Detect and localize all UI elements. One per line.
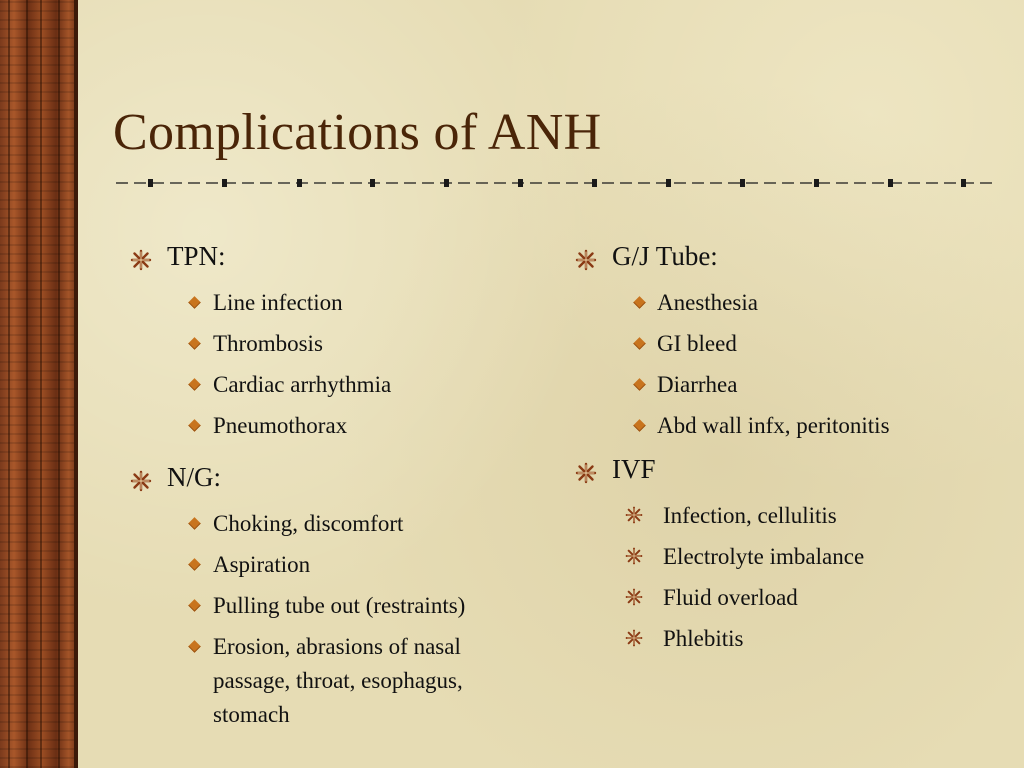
list-item: Anesthesia [657,290,758,315]
asterisk-bullet-icon [130,249,152,271]
list-item-continuation: passage, throat, esophagus, [213,668,463,693]
list-item: Choking, discomfort [213,511,404,536]
title-divider [116,176,996,190]
asterisk-bullet-icon [130,470,152,492]
diamond-bullet-icon [188,517,201,530]
list-item: Abd wall infx, peritonitis [657,413,890,438]
diamond-bullet-icon [188,337,201,350]
asterisk-bullet-icon [575,462,597,484]
list-item: Pulling tube out (restraints) [213,593,466,618]
tpn-heading: TPN: [167,241,226,271]
asterisk-bullet-icon [625,547,643,565]
list-item: Erosion, abrasions of nasal [213,634,461,659]
asterisk-bullet-icon [625,629,643,647]
diamond-bullet-icon [633,337,646,350]
diamond-bullet-icon [188,558,201,571]
asterisk-bullet-icon [625,588,643,606]
diamond-bullet-icon [633,419,646,432]
ng-heading: N/G: [167,462,221,492]
diamond-bullet-icon [188,599,201,612]
ivf-heading: IVF [612,454,656,484]
list-item: Thrombosis [213,331,323,356]
wood-sidebar [0,0,78,768]
list-item: Aspiration [213,552,311,577]
list-item: Electrolyte imbalance [663,544,865,569]
list-item: Pneumothorax [213,413,348,438]
diamond-bullet-icon [188,419,201,432]
list-item-continuation: stomach [213,702,290,727]
asterisk-bullet-icon [625,506,643,524]
list-item: Line infection [213,290,343,315]
slide-title: Complications of ANH [113,104,602,161]
diamond-bullet-icon [633,378,646,391]
list-item: GI bleed [657,331,737,356]
diamond-bullet-icon [633,296,646,309]
list-item: Diarrhea [657,372,738,397]
diamond-bullet-icon [188,640,201,653]
diamond-bullet-icon [188,378,201,391]
list-item: Infection, cellulitis [663,503,837,528]
gj-tube-heading: G/J Tube: [612,241,718,271]
diamond-bullet-icon [188,296,201,309]
list-item: Fluid overload [663,585,798,610]
list-item: Cardiac arrhythmia [213,372,392,397]
asterisk-bullet-icon [575,249,597,271]
list-item: Phlebitis [663,626,744,651]
